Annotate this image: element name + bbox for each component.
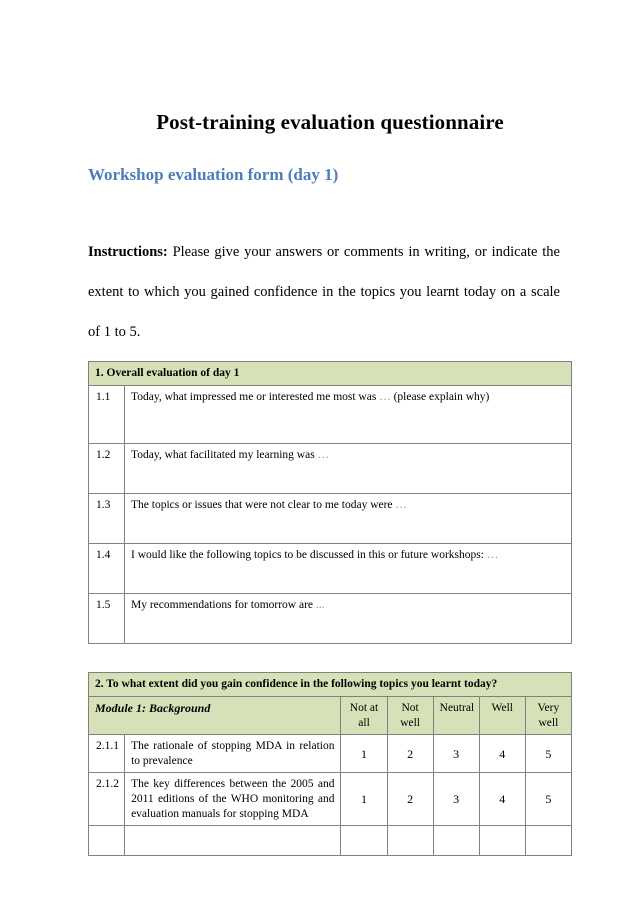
- row-question: [125, 826, 341, 856]
- rating-option-2[interactable]: 2: [387, 773, 433, 826]
- row-number: 2.1.2: [89, 773, 125, 826]
- row-question: The key differences between the 2005 and 2011 editions of the WHO monitoring and evaluation manuals for stopping MDA: [125, 773, 341, 826]
- ellipsis: …: [317, 449, 330, 461]
- rating-option-2[interactable]: 2: [387, 735, 433, 773]
- question-tail: (please explain why): [390, 391, 490, 403]
- row-question: [125, 544, 572, 594]
- page-title: Post-training evaluation questionnaire: [156, 110, 504, 134]
- table-row[interactable]: [89, 735, 572, 773]
- row-number: 1.1: [89, 386, 125, 444]
- table-row[interactable]: [89, 594, 572, 644]
- table-row[interactable]: [89, 544, 572, 594]
- table-row[interactable]: [89, 826, 572, 856]
- question-text: My recommendations for tomorrow are: [131, 599, 316, 611]
- section-1-band-title: 1. Overall evaluation of day 1: [89, 362, 572, 386]
- row-number: 1.5: [89, 594, 125, 644]
- rating-option-3[interactable]: 3: [433, 773, 479, 826]
- confidence-rating-table: [88, 672, 572, 856]
- table-row[interactable]: [89, 444, 572, 494]
- section-1-header-row: [89, 362, 572, 386]
- rating-option-4[interactable]: [479, 826, 525, 856]
- scale-header-well: Well: [479, 697, 525, 735]
- rating-option-4[interactable]: 4: [479, 773, 525, 826]
- section-2-header-row: [89, 673, 572, 697]
- scale-header-not-at-all: Not at all: [341, 697, 387, 735]
- module-title: Module 1: Background: [89, 697, 341, 735]
- question-text: The topics or issues that were not clear to me today were: [131, 499, 396, 511]
- ellipsis: ...: [315, 599, 325, 611]
- row-question: [125, 594, 572, 644]
- page-subtitle: Workshop evaluation form (day 1): [88, 165, 339, 184]
- ellipsis: …: [395, 499, 407, 511]
- scale-header-very-well: Very well: [525, 697, 571, 735]
- overall-evaluation-table: [88, 361, 572, 644]
- row-question: [125, 386, 572, 444]
- instructions-paragraph: [88, 232, 560, 352]
- rating-option-3[interactable]: [433, 826, 479, 856]
- rating-option-1[interactable]: [341, 826, 387, 856]
- row-question: The rationale of stopping MDA in relation to prevalence: [125, 735, 341, 773]
- question-text: Today, what facilitated my learning was: [131, 449, 318, 461]
- question-text: Today, what impressed me or interested me most was: [131, 391, 380, 403]
- rating-option-1[interactable]: 1: [341, 735, 387, 773]
- instructions-body: Please give your answers or comments in writing, or indicate the extent to which you gained confidence in the topics you learnt today on a scale of 1 to 5.: [88, 243, 560, 340]
- rating-option-2[interactable]: [387, 826, 433, 856]
- table-row[interactable]: [89, 386, 572, 444]
- rating-option-4[interactable]: 4: [479, 735, 525, 773]
- rating-option-3[interactable]: 3: [433, 735, 479, 773]
- table-row[interactable]: [89, 773, 572, 826]
- section-2-band-title: 2. To what extent did you gain confidence in the following topics you learnt today?: [89, 673, 572, 697]
- row-number: 1.2: [89, 444, 125, 494]
- row-number: 1.3: [89, 494, 125, 544]
- row-number: [89, 826, 125, 856]
- question-text: I would like the following topics to be discussed in this or future workshops:: [131, 549, 487, 561]
- ellipsis: …: [486, 549, 499, 561]
- module-header-row: [89, 697, 572, 735]
- rating-option-1[interactable]: 1: [341, 773, 387, 826]
- row-number: 2.1.1: [89, 735, 125, 773]
- ellipsis: …: [379, 391, 391, 403]
- row-question: [125, 494, 572, 544]
- instructions-label: Instructions:: [88, 243, 168, 260]
- scale-header-not-well: Not well: [387, 697, 433, 735]
- row-number: 1.4: [89, 544, 125, 594]
- table-row[interactable]: [89, 494, 572, 544]
- scale-header-neutral: Neutral: [433, 697, 479, 735]
- row-question: [125, 444, 572, 494]
- rating-option-5[interactable]: 5: [525, 735, 571, 773]
- rating-option-5[interactable]: 5: [525, 773, 571, 826]
- rating-option-5[interactable]: [525, 826, 571, 856]
